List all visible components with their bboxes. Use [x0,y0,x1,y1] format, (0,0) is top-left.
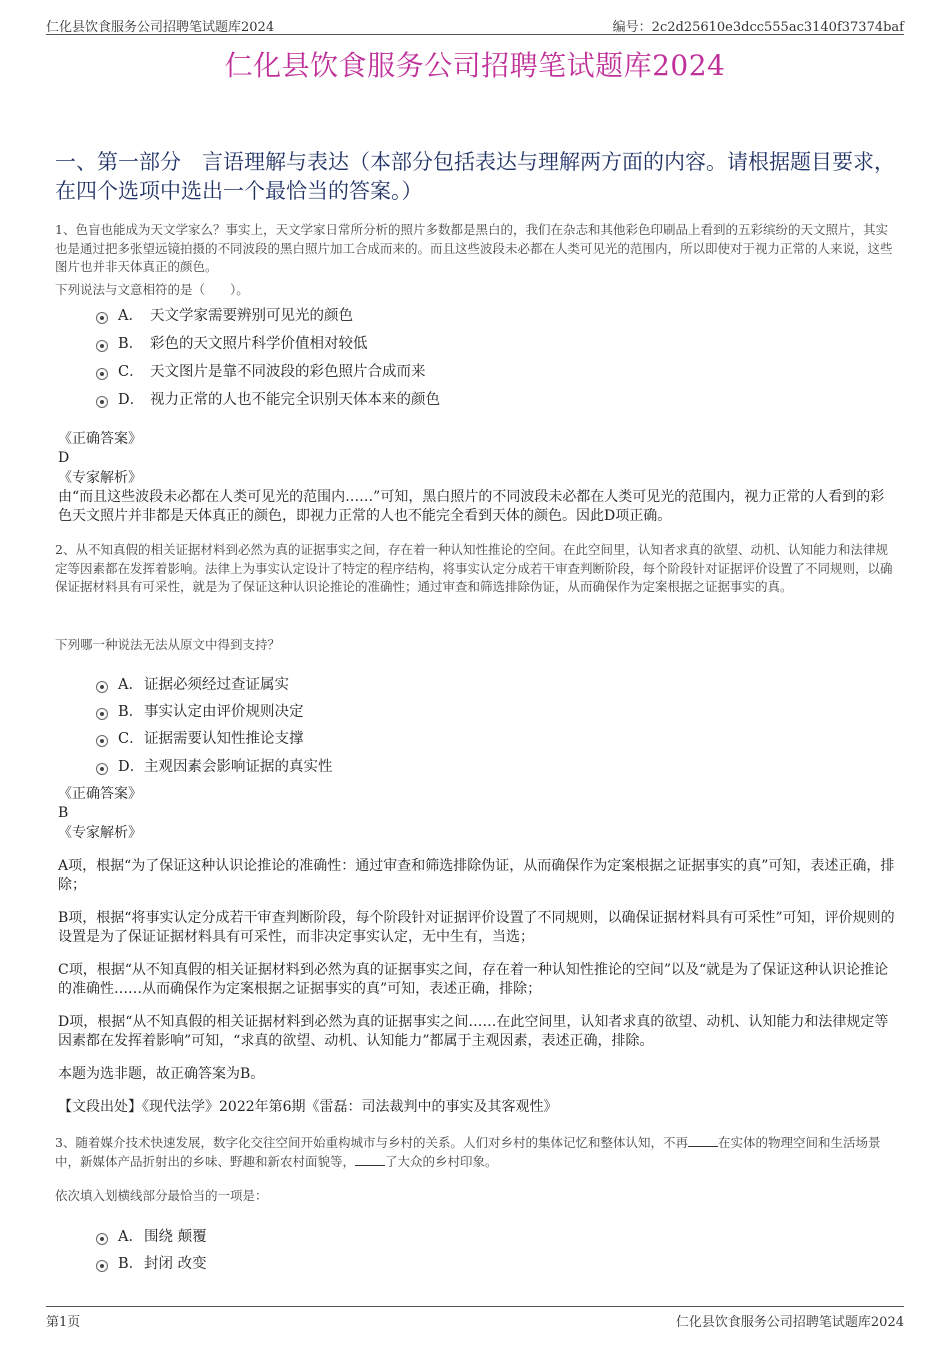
radio-icon[interactable] [96,681,108,693]
q2-answer: B [58,805,69,821]
q1-option-b[interactable]: B． 彩色的天文照片科学价值相对较低 [96,332,368,353]
radio-icon[interactable] [96,340,108,352]
q2-analysis-c: C项，根据“从不知真假的相关证据材料到必然为真的证据事实之间，存在着一种认知性推论的空间”以及“就是为了保证这种认识论推论的准确性……从而确保作为定案根据之证据事实的真”可知，表述正确，排除； [58,962,889,997]
q3-option-b[interactable]: B．封闭 改变 [96,1252,207,1273]
section-heading: 一、第一部分 言语理解与表达（本部分包括表达与理解两方面的内容。请根据题目要求，在四个选项中选出一个最恰当的答案。） [55,150,895,203]
header-doc-id: 编号：2c2d25610e3dcc555ac3140f37374baf [612,20,904,35]
radio-icon[interactable] [96,368,108,380]
q2-source: 【文段出处】《现代法学》2022年第6期《雷磊：司法裁判中的事实及其客观性》 [58,1099,558,1115]
page-footer [46,1306,904,1329]
q1-option-a[interactable]: A． 天文学家需要辨别可见光的颜色 [96,304,353,325]
q1-analysis: 由“而且这些波段未必都在人类可见光的范围内……”可知，黑白照片的不同波段未必都在人类可见光的范围内，视力正常的人看到的彩色天文照片并非都是天体真正的颜色，即视力正常的人也不能完全看到天体的颜色。因此D项正确。 [58,489,885,524]
header-doc-title: 仁化县饮食服务公司招聘笔试题库2024 [46,20,275,35]
q2-analysis-a: A项，根据“为了保证这种认识论推论的准确性：通过审查和筛选排除伪证，从而确保作为定案根据之证据事实的真”可知，表述正确，排除； [58,858,895,893]
q2-analysis-label: 《专家解析》 [58,825,142,841]
q1-prompt: 下列说法与文意相符的是（ ）。 [55,282,249,297]
q3-prompt: 依次填入划横线部分最恰当的一项是： [55,1188,268,1203]
footer-doc-title: 仁化县饮食服务公司招聘笔试题库2024 [675,1315,904,1330]
q1-analysis-label: 《专家解析》 [58,470,142,486]
q2-prompt: 下列哪一种说法无法从原文中得到支持？ [55,637,281,652]
radio-icon[interactable] [96,396,108,408]
radio-icon[interactable] [96,708,108,720]
q1-answer-label: 《正确答案》 [58,431,142,447]
radio-icon[interactable] [96,1260,108,1272]
q2-analysis-b: B项，根据“将事实认定分成若干审查判断阶段，每个阶段针对证据评价设置了不同规则，以确保证据材料具有可采性”可知，评价规则的设置是为了保证证据材料具有可采性，而非决定事实认定，无中生有，当选； [58,910,895,945]
radio-icon[interactable] [96,763,108,775]
radio-icon[interactable] [96,735,108,747]
fill-blank-1 [688,1134,718,1147]
q1-option-c[interactable]: C． 天文图片是靠不同波段的彩色照片合成而来 [96,360,426,381]
q2-conclusion: 本题为选非题，故正确答案为B。 [58,1066,265,1082]
page-number: 第1页 [46,1315,81,1330]
q2-answer-label: 《正确答案》 [58,786,142,802]
q2-option-a[interactable]: A．证据必须经过查证属实 [96,673,289,694]
q1-answer: D [58,450,70,466]
radio-icon[interactable] [96,1233,108,1245]
q2-analysis-d: D项，根据“从不知真假的相关证据材料到必然为真的证据事实之间……在此空间里，认知者求真的欲望、动机、认知能力和法律规定等因素都在发挥着影响”可知，“求真的欲望、动机、认知能力”都属于主观因素，表述正确，排除。 [58,1014,889,1049]
radio-icon[interactable] [96,312,108,324]
q1-passage: 1、色盲也能成为天文学家么？事实上，天文学家日常所分析的照片多数都是黑白的，我们在杂志和其他彩色印刷品上看到的五彩缤纷的天文照片，其实也是通过把多张望远镜拍摄的不同波段的黑白照片加工合成而来的。而且这些波段未必都在人类可见光的范围内，所以即使对于视力正常的人来说，这些图片也并非天体真正的颜色。 [55,222,893,274]
q1-option-d[interactable]: D． 视力正常的人也不能完全识别天体本来的颜色 [96,388,440,409]
fill-blank-2 [355,1153,385,1166]
page-header [46,14,904,35]
q2-passage: 2、从不知真假的相关证据材料到必然为真的证据事实之间，存在着一种认知性推论的空间。在此空间里，认知者求真的欲望、动机、认知能力和法律规定等因素都在发挥着影响。法律上为事实认定设计了特定的程序结构，将事实认定分成若干审查判断阶段，每个阶段针对证据评价设置了不同规则，以确保证据材料具有可采性，就是为了保证这种认识论推论的准确性；通过审查和筛选排除伪证，从而确保作为定案根据之证据事实的真。 [55,542,893,594]
q3-option-a[interactable]: A．围绕 颠覆 [96,1225,207,1246]
q2-option-b[interactable]: B．事实认定由评价规则决定 [96,700,304,721]
page-title: 仁化县饮食服务公司招聘笔试题库2024 [224,49,726,82]
q3-passage: 3、随着媒介技术快速发展，数字化交往空间开始重构城市与乡村的关系。人们对乡村的集体记忆和整体认知，不再 在实体的物理空间和生活场景中，新媒体产品折射出的乡味、野趣和新农村面貌等， 了大众的乡村印象。 [55,1135,881,1169]
q2-option-c[interactable]: C．证据需要认知性推论支撑 [96,727,304,748]
q2-option-d[interactable]: D．主观因素会影响证据的真实性 [96,755,333,776]
